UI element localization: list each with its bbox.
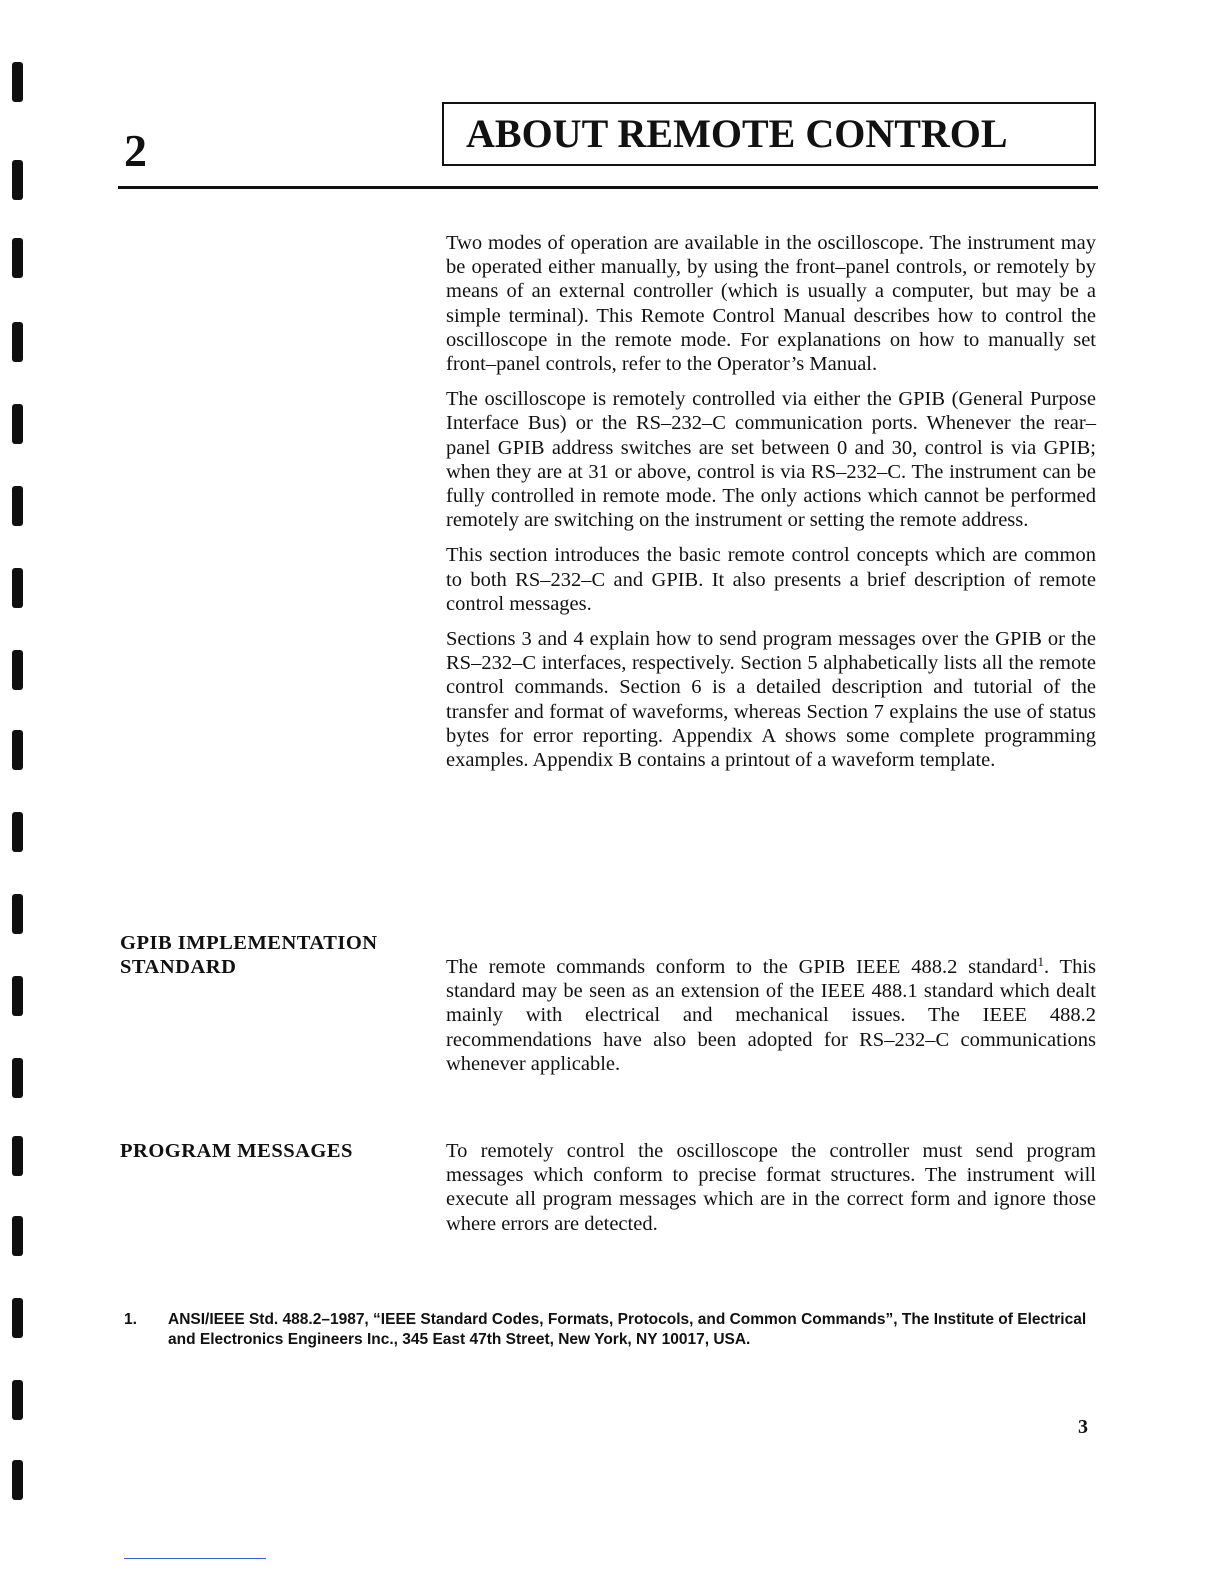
gpib-section-body [446,955,1096,1087]
footnote-reference: 1 [1037,954,1045,969]
intro-section [446,231,1096,783]
binder-punch-mark [12,1460,23,1500]
binder-punch-mark [12,160,23,200]
binder-punch-mark [12,1136,23,1176]
intro-paragraph: This section introduces the basic remote control concepts which are common to both RS–232–C and GPIB. It also presents a brief description of remote control messages. [446,544,1096,615]
binder-punch-mark [12,404,23,444]
program-messages-paragraph: To remotely control the oscilloscope the controller must send program messages which conform to precise format structures. The instrument will execute all program messages which are in the correct form and ignore those where errors are detected. [446,1140,1096,1235]
binder-punch-mark [12,1058,23,1098]
binder-punch-mark [12,812,23,852]
binder-punch-mark [12,486,23,526]
gpib-text-start: The remote commands conform to the GPIB IEEE 488.2 standard [446,956,1038,978]
program-messages-heading: PROGRAM MESSAGES [120,1140,353,1162]
page-number: 3 [1078,1416,1088,1438]
gpib-section-heading [120,931,378,979]
intro-paragraph: The oscilloscope is remotely controlled via either the GPIB (General Purpose Interface Bus) or the RS–232–C communication ports. Whenever the rear–panel GPIB address switches are set between 0 and 30, control is via GPIB; when they are at 31 or above, control is via RS–232–C. The instrument can be fully controlled in remote mode. The only actions which cannot be performed remotely are switching on the instrument or setting the remote address. [446,388,1096,532]
intro-paragraph: Two modes of operation are available in the oscilloscope. The instrument may be operated either manually, by using the front–panel controls, or remotely by means of an external controller (which is usually a computer, but may be a simple terminal). This Remote Control Manual describes how to control the oscilloscope in the remote mode. For explanations on how to manually set front–panel controls, refer to the Operator’s Manual. [446,232,1096,376]
footnote-number: 1. [124,1311,137,1328]
gpib-heading-line: GPIB IMPLEMENTATION [120,932,378,954]
header-divider [118,186,1098,189]
binder-punch-mark [12,62,23,102]
gpib-text-end: . This standard may be seen as an extension of the IEEE 488.1 standard which dealt mainly with electrical and mechanical issues. The IEEE 488.2 recommendations have also been adopted for RS–232–C communications whenever applicable. [446,956,1097,1075]
intro-paragraph: Sections 3 and 4 explain how to send program messages over the GPIB or the RS–232–C interfaces, respectively. Section 5 alphabetically lists all the remote control commands. Section 6 is a detailed description and tutorial of the transfer and format of waveforms, whereas Section 7 explains the use of status bytes for error reporting. Appendix A shows some complete programming examples. Appendix B contains a printout of a waveform template. [446,628,1096,772]
chapter-title: ABOUT REMOTE CONTROL [466,111,1008,156]
binder-punch-mark [12,1216,23,1256]
program-messages-body [446,1139,1096,1247]
binder-punch-mark [12,1298,23,1338]
chapter-number: 2 [124,125,147,176]
binder-punch-mark [12,650,23,690]
gpib-heading-line: STANDARD [120,956,237,979]
chapter-title-box [442,102,1096,166]
binder-punch-mark [12,1380,23,1420]
bottom-margin-line [124,1558,266,1559]
binder-punch-mark [12,894,23,934]
binder-punch-mark [12,568,23,608]
footnote-text: ANSI/IEEE Std. 488.2–1987, “IEEE Standard Codes, Formats, Protocols, and Common Commands”, The Institute of Electrical and Electronics Engineers Inc., 345 East 47th Street, New York, NY 10017, USA. [168,1311,1087,1348]
binder-punch-mark [12,322,23,362]
binder-punch-mark [12,730,23,770]
gpib-paragraph [446,955,1096,1076]
binder-punch-mark [12,238,23,278]
binder-punch-mark [12,976,23,1016]
